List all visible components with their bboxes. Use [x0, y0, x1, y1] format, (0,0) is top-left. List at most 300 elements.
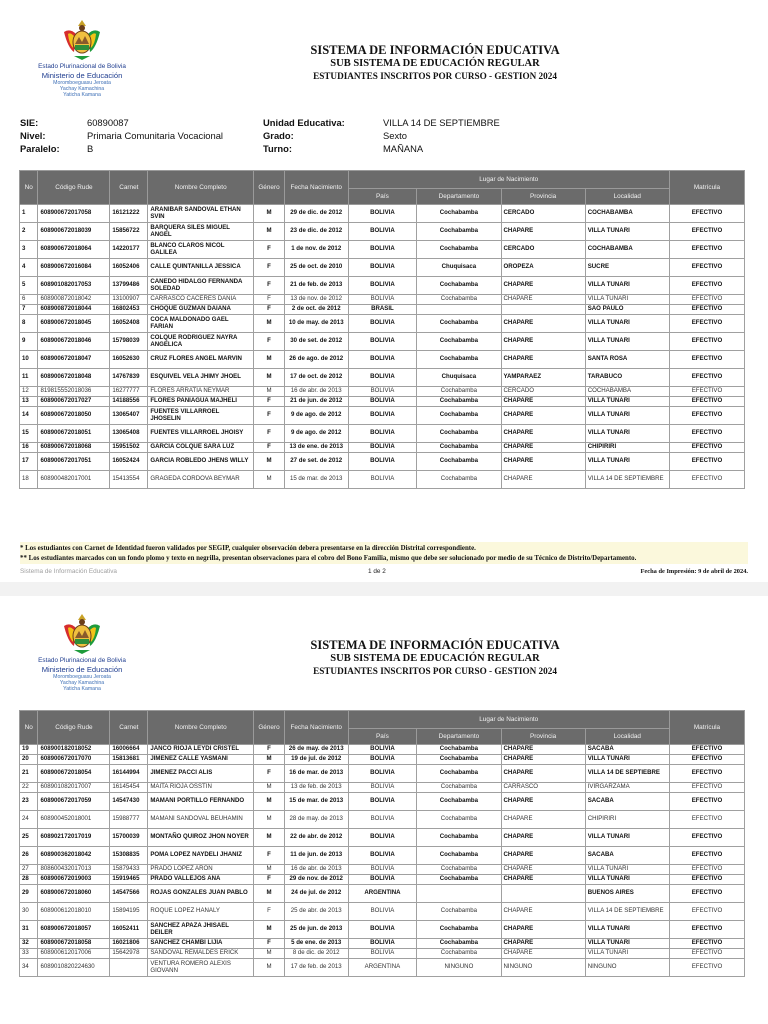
cell-genero: M — [254, 865, 285, 875]
cell-nombre-completo: JIMENEZ CALLE YASMANI — [148, 755, 254, 765]
cell-row-number: 15 — [20, 425, 38, 443]
cell-provincia: CARRASCO — [501, 783, 585, 793]
cell-genero: M — [254, 811, 285, 829]
col-header-carnet: Carnet — [110, 711, 148, 745]
cell-matricula: EFECTIVO — [669, 939, 744, 949]
cell-fecha-nacimiento: 23 de dic. de 2012 — [284, 223, 348, 241]
cell-row-number: 23 — [20, 793, 38, 811]
cell-departamento: Cochabamba — [417, 351, 501, 369]
cell-departamento: Cochabamba — [417, 829, 501, 847]
cell-pais: BOLIVIA — [348, 407, 417, 425]
cell-departamento: Cochabamba — [417, 765, 501, 783]
cell-genero: M — [254, 351, 285, 369]
cell-matricula: EFECTIVO — [669, 425, 744, 443]
cell-departamento: Cochabamba — [417, 443, 501, 453]
cell-nombre-completo: PRADO VALLEJOS ANA — [148, 875, 254, 885]
cell-codigo-rude: 6089010820224630 — [38, 959, 110, 977]
cell-matricula: EFECTIVO — [669, 333, 744, 351]
cell-codigo-rude: 608902172017019 — [38, 829, 110, 847]
cell-matricula: EFECTIVO — [669, 921, 744, 939]
cell-departamento: Chuquisaca — [417, 259, 501, 277]
cell-nombre-completo: POMA LOPEZ NAYDELI JHANIZ — [148, 847, 254, 865]
cell-provincia: NINGUNO — [501, 959, 585, 977]
cell-fecha-nacimiento: 11 de jun. de 2013 — [284, 847, 348, 865]
col-header-provincia: Provincia — [501, 729, 585, 745]
cell-codigo-rude: 608900672018058 — [38, 939, 110, 949]
cell-departamento: Cochabamba — [417, 921, 501, 939]
cell-fecha-nacimiento: 25 de jun. de 2013 — [284, 921, 348, 939]
cell-matricula: EFECTIVO — [669, 205, 744, 223]
cell-matricula: EFECTIVO — [669, 949, 744, 959]
cell-matricula: EFECTIVO — [669, 305, 744, 315]
cell-fecha-nacimiento: 9 de ago. de 2012 — [284, 407, 348, 425]
cell-codigo-rude: 819815552018036 — [38, 387, 110, 397]
cell-row-number: 20 — [20, 755, 38, 765]
cell-localidad: VILLA TUNARI — [585, 425, 669, 443]
cell-genero: F — [254, 875, 285, 885]
cell-localidad: VILLA TUNARI — [585, 921, 669, 939]
cell-genero: M — [254, 959, 285, 977]
cell-fecha-nacimiento: 5 de ene. de 2013 — [284, 939, 348, 949]
col-header-provincia: Provincia — [501, 189, 585, 205]
logo-line-2: Ministerio de Educación — [41, 71, 123, 80]
cell-matricula: EFECTIVO — [669, 259, 744, 277]
cell-genero: F — [254, 765, 285, 783]
cell-localidad: VILLA TUNARI — [585, 295, 669, 305]
cell-fecha-nacimiento: 2 de oct. de 2012 — [284, 305, 348, 315]
cell-matricula: EFECTIVO — [669, 277, 744, 295]
col-header-matricula: Matrícula — [669, 711, 744, 745]
cell-pais: BOLIVIA — [348, 351, 417, 369]
cell-pais: BOLIVIA — [348, 921, 417, 939]
table-row — [20, 205, 745, 223]
cell-codigo-rude: 608900672019003 — [38, 875, 110, 885]
cell-genero: F — [254, 333, 285, 351]
cell-genero: M — [254, 453, 285, 471]
cell-nombre-completo: ROQUE LOPEZ HANALY — [148, 903, 254, 921]
cell-codigo-rude: 608900872018042 — [38, 295, 110, 305]
cell-provincia: CHAPARE — [501, 793, 585, 811]
cell-departamento: Cochabamba — [417, 425, 501, 443]
logo-line-2: Ministerio de Educación — [41, 665, 123, 674]
cell-matricula: EFECTIVO — [669, 443, 744, 453]
report-titles — [160, 638, 710, 677]
cell-pais: BOLIVIA — [348, 453, 417, 471]
cell-carnet: 15856722 — [110, 223, 148, 241]
cell-pais: BOLIVIA — [348, 875, 417, 885]
cell-codigo-rude: 608901082017007 — [38, 783, 110, 793]
cell-genero: M — [254, 755, 285, 765]
table-row — [20, 921, 745, 939]
nivel-value: Primaria Comunitaria Vocacional — [87, 130, 223, 141]
cell-nombre-completo: GRAGEDA CORDOVA BEYMAR — [148, 471, 254, 489]
table-row — [20, 397, 745, 407]
logo-line-1: Estado Plurinacional de Bolivia — [38, 657, 126, 664]
cell-row-number: 25 — [20, 829, 38, 847]
cell-row-number: 10 — [20, 351, 38, 369]
cell-carnet: 15894195 — [110, 903, 148, 921]
cell-carnet: 15879433 — [110, 865, 148, 875]
logo-line-1: Estado Plurinacional de Bolivia — [38, 63, 126, 70]
col-header-no: No — [20, 171, 38, 205]
cell-localidad: VILLA TUNARI — [585, 875, 669, 885]
cell-departamento: Cochabamba — [417, 471, 501, 489]
cell-nombre-completo: FLORES PANIAGUA MAJHELI — [148, 397, 254, 407]
cell-genero: M — [254, 793, 285, 811]
cell-provincia: CHAPARE — [501, 425, 585, 443]
cell-pais: BOLIVIA — [348, 847, 417, 865]
cell-departamento: Cochabamba — [417, 387, 501, 397]
cell-fecha-nacimiento: 16 de abr. de 2013 — [284, 387, 348, 397]
cell-genero: M — [254, 387, 285, 397]
report-subtitle: SUB SISTEMA DE EDUCACIÓN REGULAR — [330, 653, 540, 664]
footer-system-name: Sistema de Información Educativa — [20, 568, 117, 575]
cell-codigo-rude: 608900672017027 — [38, 397, 110, 407]
cell-carnet: 16052406 — [110, 259, 148, 277]
cell-localidad: SACABA — [585, 847, 669, 865]
cell-provincia: CHAPARE — [501, 755, 585, 765]
cell-localidad: VILLA TUNARI — [585, 829, 669, 847]
cell-nombre-completo: CHOQUE GUZMAN DAIANA — [148, 305, 254, 315]
cell-matricula: EFECTIVO — [669, 875, 744, 885]
cell-fecha-nacimiento: 17 de feb. de 2013 — [284, 959, 348, 977]
cell-carnet: 15813681 — [110, 755, 148, 765]
cell-pais: BOLIVIA — [348, 387, 417, 397]
cell-fecha-nacimiento: 19 de jul. de 2012 — [284, 755, 348, 765]
table-row — [20, 453, 745, 471]
cell-carnet: 16052424 — [110, 453, 148, 471]
cell-carnet: 13100907 — [110, 295, 148, 305]
cell-provincia: OROPEZA — [501, 259, 585, 277]
cell-nombre-completo: CRUZ FLORES ANGEL MARVIN — [148, 351, 254, 369]
cell-pais: BOLIVIA — [348, 793, 417, 811]
cell-provincia: CHAPARE — [501, 903, 585, 921]
cell-genero: F — [254, 443, 285, 453]
cell-row-number: 12 — [20, 387, 38, 397]
cell-codigo-rude: 808600432017013 — [38, 865, 110, 875]
cell-pais: BOLIVIA — [348, 745, 417, 755]
cell-provincia: CERCADO — [501, 241, 585, 259]
cell-pais: BOLIVIA — [348, 471, 417, 489]
cell-codigo-rude: 608900672018046 — [38, 333, 110, 351]
table-row — [20, 765, 745, 783]
cell-fecha-nacimiento: 13 de feb. de 2013 — [284, 783, 348, 793]
table-row — [20, 949, 745, 959]
cell-fecha-nacimiento: 13 de nov. de 2012 — [284, 295, 348, 305]
cell-fecha-nacimiento: 27 de set. de 2012 — [284, 453, 348, 471]
cell-fecha-nacimiento: 15 de mar. de 2013 — [284, 793, 348, 811]
cell-localidad: SACABA — [585, 745, 669, 755]
cell-matricula: EFECTIVO — [669, 397, 744, 407]
cell-pais: BOLIVIA — [348, 241, 417, 259]
cell-provincia: CHAPARE — [501, 875, 585, 885]
cell-departamento: Cochabamba — [417, 315, 501, 333]
cell-localidad: VILLA 14 DE SEPTIEMBRE — [585, 471, 669, 489]
cell-localidad: COCHABAMBA — [585, 241, 669, 259]
cell-codigo-rude: 608900672018047 — [38, 351, 110, 369]
col-header-genero: Género — [254, 171, 285, 205]
cell-departamento: Cochabamba — [417, 865, 501, 875]
cell-row-number: 32 — [20, 939, 38, 949]
cell-matricula: EFECTIVO — [669, 765, 744, 783]
col-header-nombre: Nombre Completo — [148, 711, 254, 745]
cell-localidad: CHIPIRIRI — [585, 811, 669, 829]
cell-matricula: EFECTIVO — [669, 407, 744, 425]
cell-provincia — [501, 885, 585, 903]
cell-nombre-completo: GARCIA ROBLEDO JHENS WILLY — [148, 453, 254, 471]
cell-provincia: CERCADO — [501, 205, 585, 223]
cell-nombre-completo: MAMANI SANDOVAL BEUHAMIN — [148, 811, 254, 829]
cell-carnet: 16144994 — [110, 765, 148, 783]
cell-provincia: CHAPARE — [501, 921, 585, 939]
cell-pais: BOLIVIA — [348, 315, 417, 333]
col-header-no: No — [20, 711, 38, 745]
cell-pais: ARGENTINA — [348, 959, 417, 977]
cell-nombre-completo: BARQUERA SILES MIGUEL ANGEL — [148, 223, 254, 241]
report-subtitle: SUB SISTEMA DE EDUCACIÓN REGULAR — [330, 58, 540, 69]
cell-provincia: CHAPARE — [501, 407, 585, 425]
cell-nombre-completo: COLQUE RODRIGUEZ NAYRA ANGELICA — [148, 333, 254, 351]
cell-carnet: 14220177 — [110, 241, 148, 259]
unidad-value: VILLA 14 DE SEPTIEMBRE — [383, 117, 500, 128]
cell-genero: M — [254, 223, 285, 241]
cell-provincia: CHAPARE — [501, 949, 585, 959]
cell-genero: M — [254, 315, 285, 333]
cell-pais: BOLIVIA — [348, 865, 417, 875]
cell-pais: BOLIVIA — [348, 949, 417, 959]
footer-print-date: Fecha de Impresión: 9 de abril de 2024. — [640, 568, 748, 575]
cell-localidad: VILLA TUNARI — [585, 949, 669, 959]
cell-genero: F — [254, 305, 285, 315]
cell-localidad: CHIPIRIRI — [585, 443, 669, 453]
cell-codigo-rude: 608900612017006 — [38, 949, 110, 959]
cell-carnet: 14547566 — [110, 885, 148, 903]
note-bono-familia: ** Los estudiantes marcados con un fondo plomo y texto en negrilla, presentan observaciones para el cobro del Bono Familia, mismo que debe ser solucionado por medio de su Técnico de Distrito/Departamento. — [20, 555, 637, 562]
cell-codigo-rude: 608900672017058 — [38, 205, 110, 223]
cell-row-number: 16 — [20, 443, 38, 453]
logo-line-5: Yaticha Kamana — [63, 686, 101, 692]
cell-row-number: 26 — [20, 847, 38, 865]
cell-codigo-rude: 608900672018045 — [38, 315, 110, 333]
cell-nombre-completo: CALLE QUINTANILLA JESSICA — [148, 259, 254, 277]
cell-carnet: 15951502 — [110, 443, 148, 453]
cell-nombre-completo: ROJAS GONZALES JUAN PABLO — [148, 885, 254, 903]
cell-departamento: Cochabamba — [417, 875, 501, 885]
cell-provincia: CHAPARE — [501, 351, 585, 369]
logo-line-3: Moromboeguasu Jeroata — [53, 674, 111, 680]
cell-departamento: Cochabamba — [417, 223, 501, 241]
cell-nombre-completo: MAMANI PORTILLO FERNANDO — [148, 793, 254, 811]
paralelo-value: B — [87, 143, 94, 154]
cell-nombre-completo: CARRASCO CACERES DANIA — [148, 295, 254, 305]
table-row — [20, 259, 745, 277]
cell-localidad: COCHABAMBA — [585, 205, 669, 223]
cell-row-number: 13 — [20, 397, 38, 407]
cell-carnet: 13065408 — [110, 425, 148, 443]
cell-genero: M — [254, 783, 285, 793]
cell-departamento: Cochabamba — [417, 397, 501, 407]
table-row — [20, 885, 745, 903]
cell-matricula: EFECTIVO — [669, 241, 744, 259]
cell-departamento: Cochabamba — [417, 205, 501, 223]
cell-fecha-nacimiento: 13 de ene. de 2013 — [284, 443, 348, 453]
cell-genero: F — [254, 425, 285, 443]
cell-genero: M — [254, 829, 285, 847]
info-row-3 — [20, 143, 740, 156]
cell-matricula: EFECTIVO — [669, 783, 744, 793]
cell-matricula: EFECTIVO — [669, 471, 744, 489]
cell-nombre-completo: SANDOVAL REMALDES ERICK — [148, 949, 254, 959]
cell-localidad: COCHABAMBA — [585, 387, 669, 397]
cell-carnet: 16052408 — [110, 315, 148, 333]
cell-pais: BOLIVIA — [348, 223, 417, 241]
cell-row-number: 33 — [20, 949, 38, 959]
report-name: ESTUDIANTES INSCRITOS POR CURSO - GESTION 2024 — [313, 71, 557, 81]
table-row — [20, 959, 745, 977]
table-row — [20, 829, 745, 847]
cell-localidad: VILLA TUNARI — [585, 333, 669, 351]
cell-fecha-nacimiento: 21 de jun. de 2012 — [284, 397, 348, 407]
cell-genero: F — [254, 847, 285, 865]
table-row — [20, 745, 745, 755]
cell-carnet: 16006664 — [110, 745, 148, 755]
cell-codigo-rude: 608900482017001 — [38, 471, 110, 489]
cell-genero: F — [254, 939, 285, 949]
cell-nombre-completo: MONTAÑO QUIROZ JHON NOYER — [148, 829, 254, 847]
cell-matricula: EFECTIVO — [669, 755, 744, 765]
table-row — [20, 443, 745, 453]
turno-label: Turno: — [263, 143, 292, 154]
cell-codigo-rude: 608900672018050 — [38, 407, 110, 425]
cell-fecha-nacimiento: 15 de mar. de 2013 — [284, 471, 348, 489]
cell-carnet: 16052411 — [110, 921, 148, 939]
cell-matricula: EFECTIVO — [669, 295, 744, 305]
cell-localidad: VILLA 14 DE SEPTIEMBRE — [585, 903, 669, 921]
col-header-carnet: Carnet — [110, 171, 148, 205]
cell-provincia: CERCADO — [501, 387, 585, 397]
sie-label: SIE: — [20, 117, 39, 128]
info-row-1 — [20, 117, 740, 130]
col-header-fecha: Fecha Nacimiento — [284, 171, 348, 205]
cell-departamento: Cochabamba — [417, 903, 501, 921]
cell-nombre-completo: FUENTES VILLARROEL JHOISY — [148, 425, 254, 443]
students-table-page-1 — [19, 170, 745, 489]
table-row — [20, 407, 745, 425]
cell-pais: BOLIVIA — [348, 829, 417, 847]
col-header-lugar: Lugar de Nacimiento — [348, 711, 669, 729]
cell-row-number: 2 — [20, 223, 38, 241]
table-row — [20, 755, 745, 765]
table-row — [20, 351, 745, 369]
cell-matricula: EFECTIVO — [669, 903, 744, 921]
cell-fecha-nacimiento: 9 de ago. de 2012 — [284, 425, 348, 443]
cell-row-number: 31 — [20, 921, 38, 939]
cell-codigo-rude: 608900672018068 — [38, 443, 110, 453]
students-rows-page-2 — [20, 745, 745, 977]
cell-codigo-rude: 608901082017053 — [38, 277, 110, 295]
cell-carnet: 14547430 — [110, 793, 148, 811]
col-header-codigo: Código Rude — [38, 171, 110, 205]
cell-genero: F — [254, 903, 285, 921]
table-row — [20, 471, 745, 489]
cell-pais: BRASIL — [348, 305, 417, 315]
cell-matricula: EFECTIVO — [669, 811, 744, 829]
cell-pais: BOLIVIA — [348, 443, 417, 453]
cell-nombre-completo: PRADO LOPEZ ARON — [148, 865, 254, 875]
grado-label: Grado: — [263, 130, 294, 141]
cell-carnet: 15413554 — [110, 471, 148, 489]
cell-fecha-nacimiento: 25 de oct. de 2010 — [284, 259, 348, 277]
cell-provincia: CHAPARE — [501, 765, 585, 783]
cell-row-number: 9 — [20, 333, 38, 351]
cell-genero: M — [254, 921, 285, 939]
cell-pais: BOLIVIA — [348, 783, 417, 793]
table-row — [20, 875, 745, 885]
table-row — [20, 811, 745, 829]
notes-box — [20, 542, 748, 564]
cell-row-number: 17 — [20, 453, 38, 471]
cell-localidad: SAO PAULO — [585, 305, 669, 315]
cell-provincia: CHAPARE — [501, 453, 585, 471]
table-row — [20, 305, 745, 315]
cell-departamento — [417, 305, 501, 315]
cell-provincia — [501, 305, 585, 315]
cell-fecha-nacimiento: 25 de abr. de 2013 — [284, 903, 348, 921]
cell-provincia: CHAPARE — [501, 397, 585, 407]
cell-nombre-completo: JIMENEZ PACCI ALIS — [148, 765, 254, 783]
cell-row-number: 22 — [20, 783, 38, 793]
table-row — [20, 315, 745, 333]
cell-row-number: 11 — [20, 369, 38, 387]
cell-carnet: 15798039 — [110, 333, 148, 351]
cell-pais: BOLIVIA — [348, 259, 417, 277]
cell-row-number: 3 — [20, 241, 38, 259]
cell-row-number: 29 — [20, 885, 38, 903]
cell-departamento: Cochabamba — [417, 847, 501, 865]
cell-fecha-nacimiento: 17 de oct. de 2012 — [284, 369, 348, 387]
table-row — [20, 369, 745, 387]
cell-pais: BOLIVIA — [348, 425, 417, 443]
paralelo-label: Paralelo: — [20, 143, 60, 154]
cell-matricula: EFECTIVO — [669, 745, 744, 755]
cell-fecha-nacimiento: 21 de feb. de 2013 — [284, 277, 348, 295]
col-header-departamento: Departamento — [417, 729, 501, 745]
cell-departamento: Cochabamba — [417, 407, 501, 425]
cell-genero: F — [254, 407, 285, 425]
cell-departamento: Cochabamba — [417, 241, 501, 259]
ministry-logo — [22, 18, 142, 104]
cell-matricula: EFECTIVO — [669, 369, 744, 387]
cell-carnet: 16121222 — [110, 205, 148, 223]
cell-matricula: EFECTIVO — [669, 223, 744, 241]
cell-carnet: 16277777 — [110, 387, 148, 397]
table-row — [20, 793, 745, 811]
note-segip: * Los estudiantes con Carnet de Identidad fueron validados por SEGIP, cualquier observación debera presentarse en la dirección Distrital correspondiente. — [20, 545, 476, 552]
logo-line-5: Yaticha Kamana — [63, 92, 101, 98]
table-row — [20, 865, 745, 875]
cell-departamento: Cochabamba — [417, 949, 501, 959]
table-row — [20, 387, 745, 397]
report-name: ESTUDIANTES INSCRITOS POR CURSO - GESTION 2024 — [313, 666, 557, 676]
students-table-page-2 — [19, 710, 745, 977]
col-header-codigo: Código Rude — [38, 711, 110, 745]
cell-departamento: Cochabamba — [417, 939, 501, 949]
col-header-departamento: Departamento — [417, 189, 501, 205]
cell-provincia: CHAPARE — [501, 847, 585, 865]
cell-fecha-nacimiento: 8 de dic. de 2012 — [284, 949, 348, 959]
cell-localidad: VILLA TUNARI — [585, 755, 669, 765]
cell-row-number: 19 — [20, 745, 38, 755]
